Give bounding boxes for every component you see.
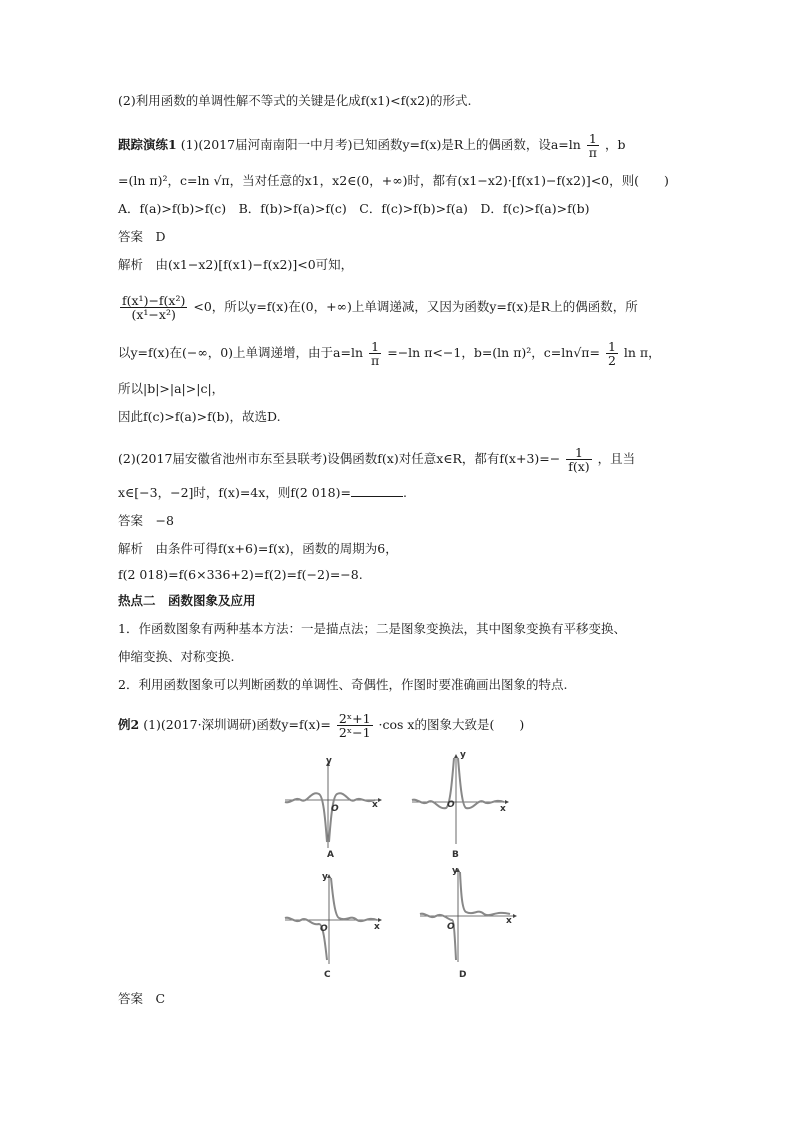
graph-b-y-label: y [460,750,466,760]
fraction-function: $\frac{\text{2ˣ+1}}{\text{2ˣ−1}}$ [338,711,371,740]
graph-b-curve [412,758,504,808]
fraction-difference-quotient: $\frac{\text{f(x¹)−f(x²)}}{\text{(x¹−x²)}}$ [122,293,186,322]
graph-a-label: A [327,850,334,860]
practice2-solution-2: f(2 018)=f(6×336+2)=f(2)=f(−2)=−8. [118,567,363,582]
graph-d-x-label: x [506,916,512,926]
practice1-solution-3 [118,340,661,367]
monotonic-note: (2)利用函数的单调性解不等式的关键是化成f(x1)<f(x2)的形式. [118,93,472,108]
fraction-1-over-2: $\frac{1}{2}$ [607,339,616,368]
practice2-answer: 答案 −8 [118,513,174,528]
practice1-solution-5: 因此f(c)>f(a)>f(b)，故选D. [118,409,281,424]
example2-text-b: ·cos x的图象大致是( ) [378,717,525,732]
practice1-options: A．f(a)>f(b)>f(c) B．f(b)>f(a)>f(c) C．f(c)>f(b)>f(a) D．f(c)>f(a)>f(b) [118,201,590,216]
graph-b [410,752,510,847]
graph-a-y-label: y [326,756,332,766]
graph-a-x-label: x [372,800,378,810]
example2-answer: 答案 C [118,991,166,1006]
practice1-line1 [118,132,626,159]
graph-c-origin: O [320,924,328,934]
practice1-answer: 答案 D [118,229,166,244]
practice1-line2: =(ln π)²，c=ln √π，当对任意的x1，x2∈(0，+∞)时，都有(x1−x2)·[f(x1)−f(x2)]<0，则( ) [118,173,669,188]
graph-c-label: C [324,970,331,980]
hot2-item1: 1．作函数图象有两种基本方法：一是描点法；二是图象变换法，其中图象变换有平移变换、 [118,621,626,636]
practice2-line1 [118,446,635,473]
practice-label: 跟踪演练1 [118,137,177,152]
graph-d-label: D [459,970,467,980]
practice1-text-b: ，b [605,137,626,152]
practice2-text-b: ，且当 [597,451,636,466]
practice1-solution-4: 所以|b|>|a|>|c|， [118,381,225,396]
graph-c-x-label: x [374,922,380,932]
answer-blank [351,484,403,497]
graph-c [283,872,383,967]
graph-b-x-label: x [500,804,506,814]
example2-text-a: (1)(2017·深圳调研)函数y=f(x)= [143,717,331,732]
example2-line [118,712,524,739]
practice1-solution-2 [118,294,638,321]
graph-b-origin: O [447,800,455,810]
hot2-item2: 2．利用函数图象可以判断函数的单调性、奇偶性，作图时要准确画出图象的特点. [118,677,568,692]
practice2-line2-text: x∈[−3，−2]时，f(x)=4x，则f(2 018)= [118,485,351,500]
fraction-1-over-pi: $\frac{1}{\pi}$ [588,131,598,160]
period-mark: . [402,485,407,500]
practice1-solution-2-text: <0，所以y=f(x)在(0，+∞)上单调递减，又因为函数y=f(x)是R上的偶函数，所 [193,299,638,314]
graph-a-curve [285,793,375,842]
graph-c-curve [285,878,377,960]
graph-a-origin: O [331,804,339,814]
practice1-text-a: (1)(2017届河南南阳一中月考)已知函数y=f(x)是R上的偶函数，设a=ln [180,137,581,152]
practice2-solution-1: 解析 由条件可得f(x+6)=f(x)，函数的周期为6， [118,541,398,556]
example-label: 例2 [118,717,140,732]
graph-b-label: B [452,850,459,860]
practice1-solution-1: 解析 由(x1−x2)[f(x1)−f(x2)]<0可知， [118,257,354,272]
solution-3-text-a: 以y=f(x)在(−∞，0)上单调递增，由于a=ln [118,345,364,360]
hot2-item1-cont: 伸缩变换、对称变换. [118,649,235,664]
fraction-1-over-pi-2: $\frac{1}{\pi}$ [371,339,380,368]
fraction-1-over-fx: $\frac{1}{f(x)}$ [568,445,590,474]
practice2-line2 [118,484,407,502]
graph-d [418,866,518,966]
solution-3-text-c: ln π， [623,345,661,360]
hot-topic-2-title: 热点二 函数图象及应用 [118,593,256,608]
practice2-text-a: (2)(2017届安徽省池州市东至县联考)设偶函数f(x)对任意x∈R，都有f(x+3)=− [118,451,561,466]
graph-c-y-label: y [322,872,328,882]
graph-d-y-label: y [452,866,458,876]
graph-d-origin: O [447,922,455,932]
solution-3-text-b: =−ln π<−1，b=(ln π)²，c=ln√π= [387,345,600,360]
